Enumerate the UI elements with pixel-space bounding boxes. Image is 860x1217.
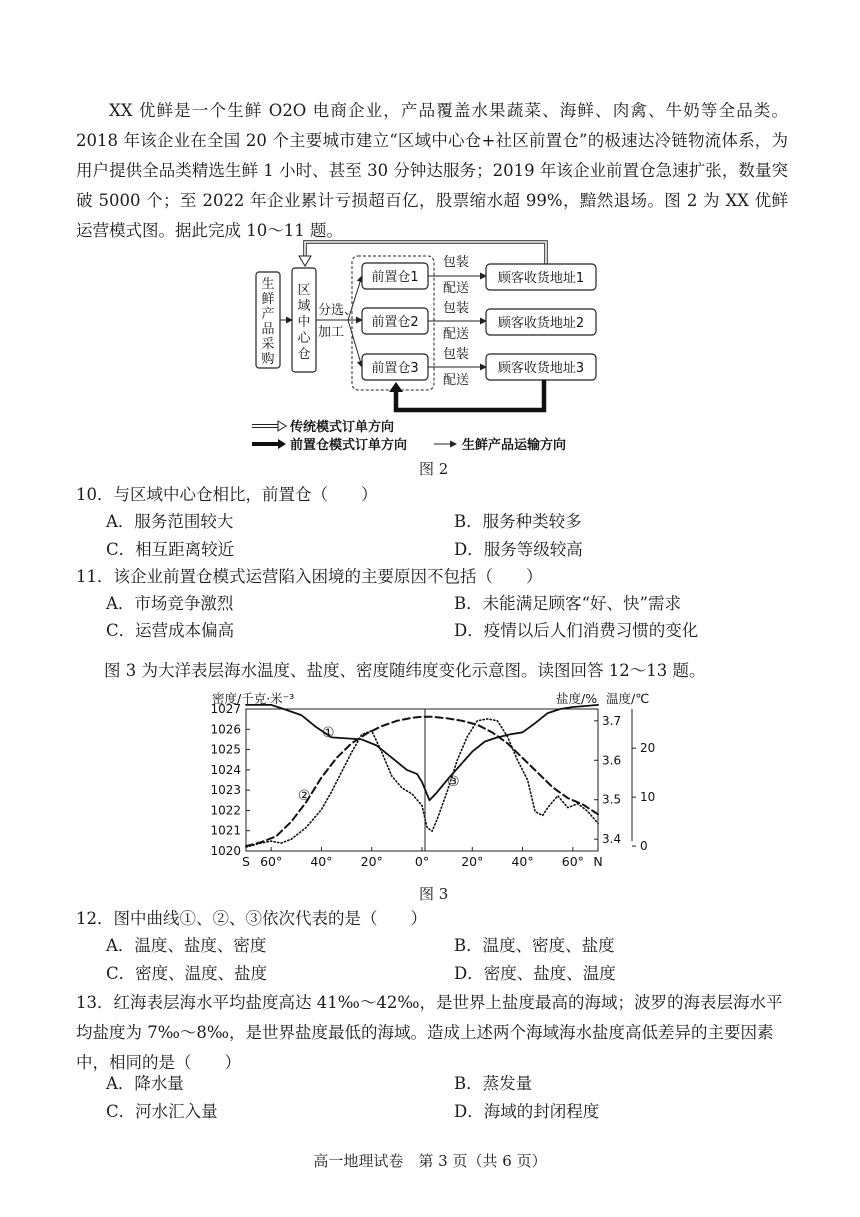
- delivery-label: 配送: [442, 327, 470, 342]
- front-warehouse-label: 前置仓1: [371, 270, 419, 285]
- x-axis-tick-label: S: [242, 854, 250, 869]
- temp-axis-tick-label: 10: [640, 790, 656, 805]
- customer-address-label: 顾客收货地址2: [497, 316, 585, 331]
- temp-axis-tick-label: 20: [640, 741, 656, 756]
- curve-label-1: ①: [322, 725, 335, 741]
- intro-paragraph: XX 优鲜是一个生鲜 O2O 电商企业，产品覆盖水果蔬菜、海鲜、肉禽、牛奶等全品类。2018 年该企业在全国 20 个主要城市建立“区域中心仓+社区前置仓”的极速达冷链物流体系，为用户提供全品类精选生鲜 1 小时、甚至 30 分钟达服务；2019 年该企业前置仓急速扩张，数量突破 5000 个；至 2022 年企业累计亏损超百亿，股票缩水超 99%，黯然退场。图 2 为 XX 优鲜运营模式图。据此完成 10～11 题。: [76, 101, 788, 240]
- delivery-label: 包装: [442, 347, 470, 362]
- plot-frame: [246, 709, 598, 851]
- delivery-label: 配送: [442, 373, 470, 388]
- front-warehouse-label: 前置仓3: [371, 361, 419, 376]
- left-axis-tick-label: 1023: [210, 783, 241, 798]
- figure3-caption: 图 3: [419, 885, 449, 903]
- center-char: 中: [297, 315, 311, 330]
- center-char: 区: [297, 283, 311, 298]
- series-line-1: [246, 705, 598, 800]
- figure2-legend: [252, 419, 566, 453]
- question-12-option-b: B．温度、密度、盐度: [454, 936, 615, 955]
- center-char: 仓: [297, 347, 311, 362]
- question-13-option-d: D．海域的封闭程度: [454, 1102, 600, 1121]
- temp-axis-tick-label: 0: [640, 839, 648, 854]
- legend-traditional: 传统模式订单方向: [290, 420, 395, 435]
- left-axis-tick-label: 1021: [210, 823, 241, 838]
- x-axis-tick-label: 60°: [561, 854, 584, 869]
- right-axis-title-salinity: 盐度/%: [556, 691, 598, 706]
- figure3-chart: [200, 688, 670, 884]
- question-10-option-c: C．相互距离较近: [106, 540, 235, 559]
- center-char: 域: [297, 299, 311, 314]
- salinity-axis-tick-label: 3.6: [602, 753, 622, 768]
- question-13-option-c: C．河水汇入量: [106, 1102, 218, 1121]
- question-11-option-d: D．疫情以后人们消费习惯的变化: [454, 621, 699, 640]
- question-10-option-a: A．服务范围较大: [106, 512, 234, 531]
- question-10-option-d: D．服务等级较高: [454, 540, 583, 559]
- question-13-option-b: B．蒸发量: [454, 1074, 533, 1093]
- x-axis-tick-label: N: [593, 854, 603, 869]
- figure2-diagram: [248, 236, 608, 458]
- procurement-char: 购: [261, 352, 275, 367]
- question-12-option-c: C．密度、温度、盐度: [106, 964, 268, 983]
- legend-front: 前置仓模式订单方向: [290, 438, 408, 453]
- left-axis-tick-label: 1026: [210, 722, 241, 737]
- procurement-char: 鲜: [261, 292, 275, 307]
- legend-transport: 生鲜产品运输方向: [462, 438, 567, 453]
- customer-address-label: 顾客收货地址1: [497, 271, 585, 286]
- question-10-option-b: B．服务种类较多: [454, 512, 582, 531]
- question-11-option-a: A．市场竞争激烈: [106, 594, 234, 613]
- x-axis-tick-label: 40°: [511, 854, 534, 869]
- curve-label-3: ③: [447, 774, 460, 790]
- sort-label: 分选、: [318, 303, 358, 318]
- delivery-label: 包装: [442, 255, 470, 270]
- procurement-char: 采: [261, 337, 275, 352]
- left-axis-tick-label: 1024: [210, 762, 241, 777]
- left-axis-tick-label: 1020: [210, 844, 241, 858]
- sort-label: 加工: [318, 325, 345, 340]
- center-char: 心: [297, 331, 311, 346]
- salinity-axis-tick-label: 3.7: [602, 713, 622, 728]
- question-12-option-a: A．温度、盐度、密度: [106, 936, 267, 955]
- left-axis-tick-label: 1027: [210, 702, 241, 716]
- delivery-label: 包装: [442, 301, 470, 316]
- delivery-label: 配送: [442, 281, 470, 296]
- left-axis-tick-label: 1025: [210, 742, 241, 757]
- question-13-option-a: A．降水量: [106, 1074, 184, 1093]
- x-axis-tick-label: 0°: [414, 854, 430, 869]
- question-11-stem: 11．该企业前置仓模式运营陷入困境的主要原因不包括（ ）: [76, 567, 543, 586]
- question-13-stem: 13．红海表层海水平均盐度高达 41‰～42‰，是世界上盐度最高的海域；波罗的海表层海水平均盐度为 7‰～8‰，是世界盐度最低的海域。造成上述两个海域海水盐度高低差异的主要因素中，相同的是（ ）: [76, 993, 783, 1072]
- question-12-stem: 12．图中曲线①、②、③依次代表的是（ ）: [76, 909, 427, 928]
- question-11-option-c: C．运营成本偏高: [106, 621, 235, 640]
- question-12-option-d: D．密度、盐度、温度: [454, 964, 616, 983]
- salinity-axis-tick-label: 3.5: [602, 792, 622, 807]
- figure2-caption: 图 2: [419, 460, 449, 478]
- curve-label-2: ②: [298, 788, 311, 804]
- page-footer: 高一地理试卷 第 3 页（共 6 页）: [313, 1152, 547, 1170]
- procurement-char: 产: [261, 307, 275, 322]
- salinity-axis-tick-label: 3.4: [602, 832, 622, 847]
- figure3-intro: 图 3 为大洋表层海水温度、盐度、密度随纬度变化示意图。读图回答 12～13 题。: [104, 661, 706, 680]
- left-axis-tick-label: 1022: [210, 803, 241, 818]
- procurement-char: 生: [261, 277, 275, 292]
- x-axis-tick-label: 20°: [461, 854, 484, 869]
- left-axis-title: 密度/千克·米⁻³: [212, 691, 295, 706]
- procurement-char: 品: [261, 322, 275, 337]
- x-axis-tick-label: 20°: [360, 854, 383, 869]
- right-axis-title-temp: 温度/℃: [606, 691, 650, 706]
- question-10-stem: 10．与区域中心仓相比，前置仓（ ）: [76, 485, 378, 504]
- x-axis-tick-label: 40°: [310, 854, 333, 869]
- x-axis-tick-label: 60°: [260, 854, 283, 869]
- customer-address-label: 顾客收货地址3: [497, 361, 585, 376]
- question-11-option-b: B．未能满足顾客“好、快”需求: [454, 594, 681, 613]
- front-warehouse-label: 前置仓2: [371, 315, 419, 330]
